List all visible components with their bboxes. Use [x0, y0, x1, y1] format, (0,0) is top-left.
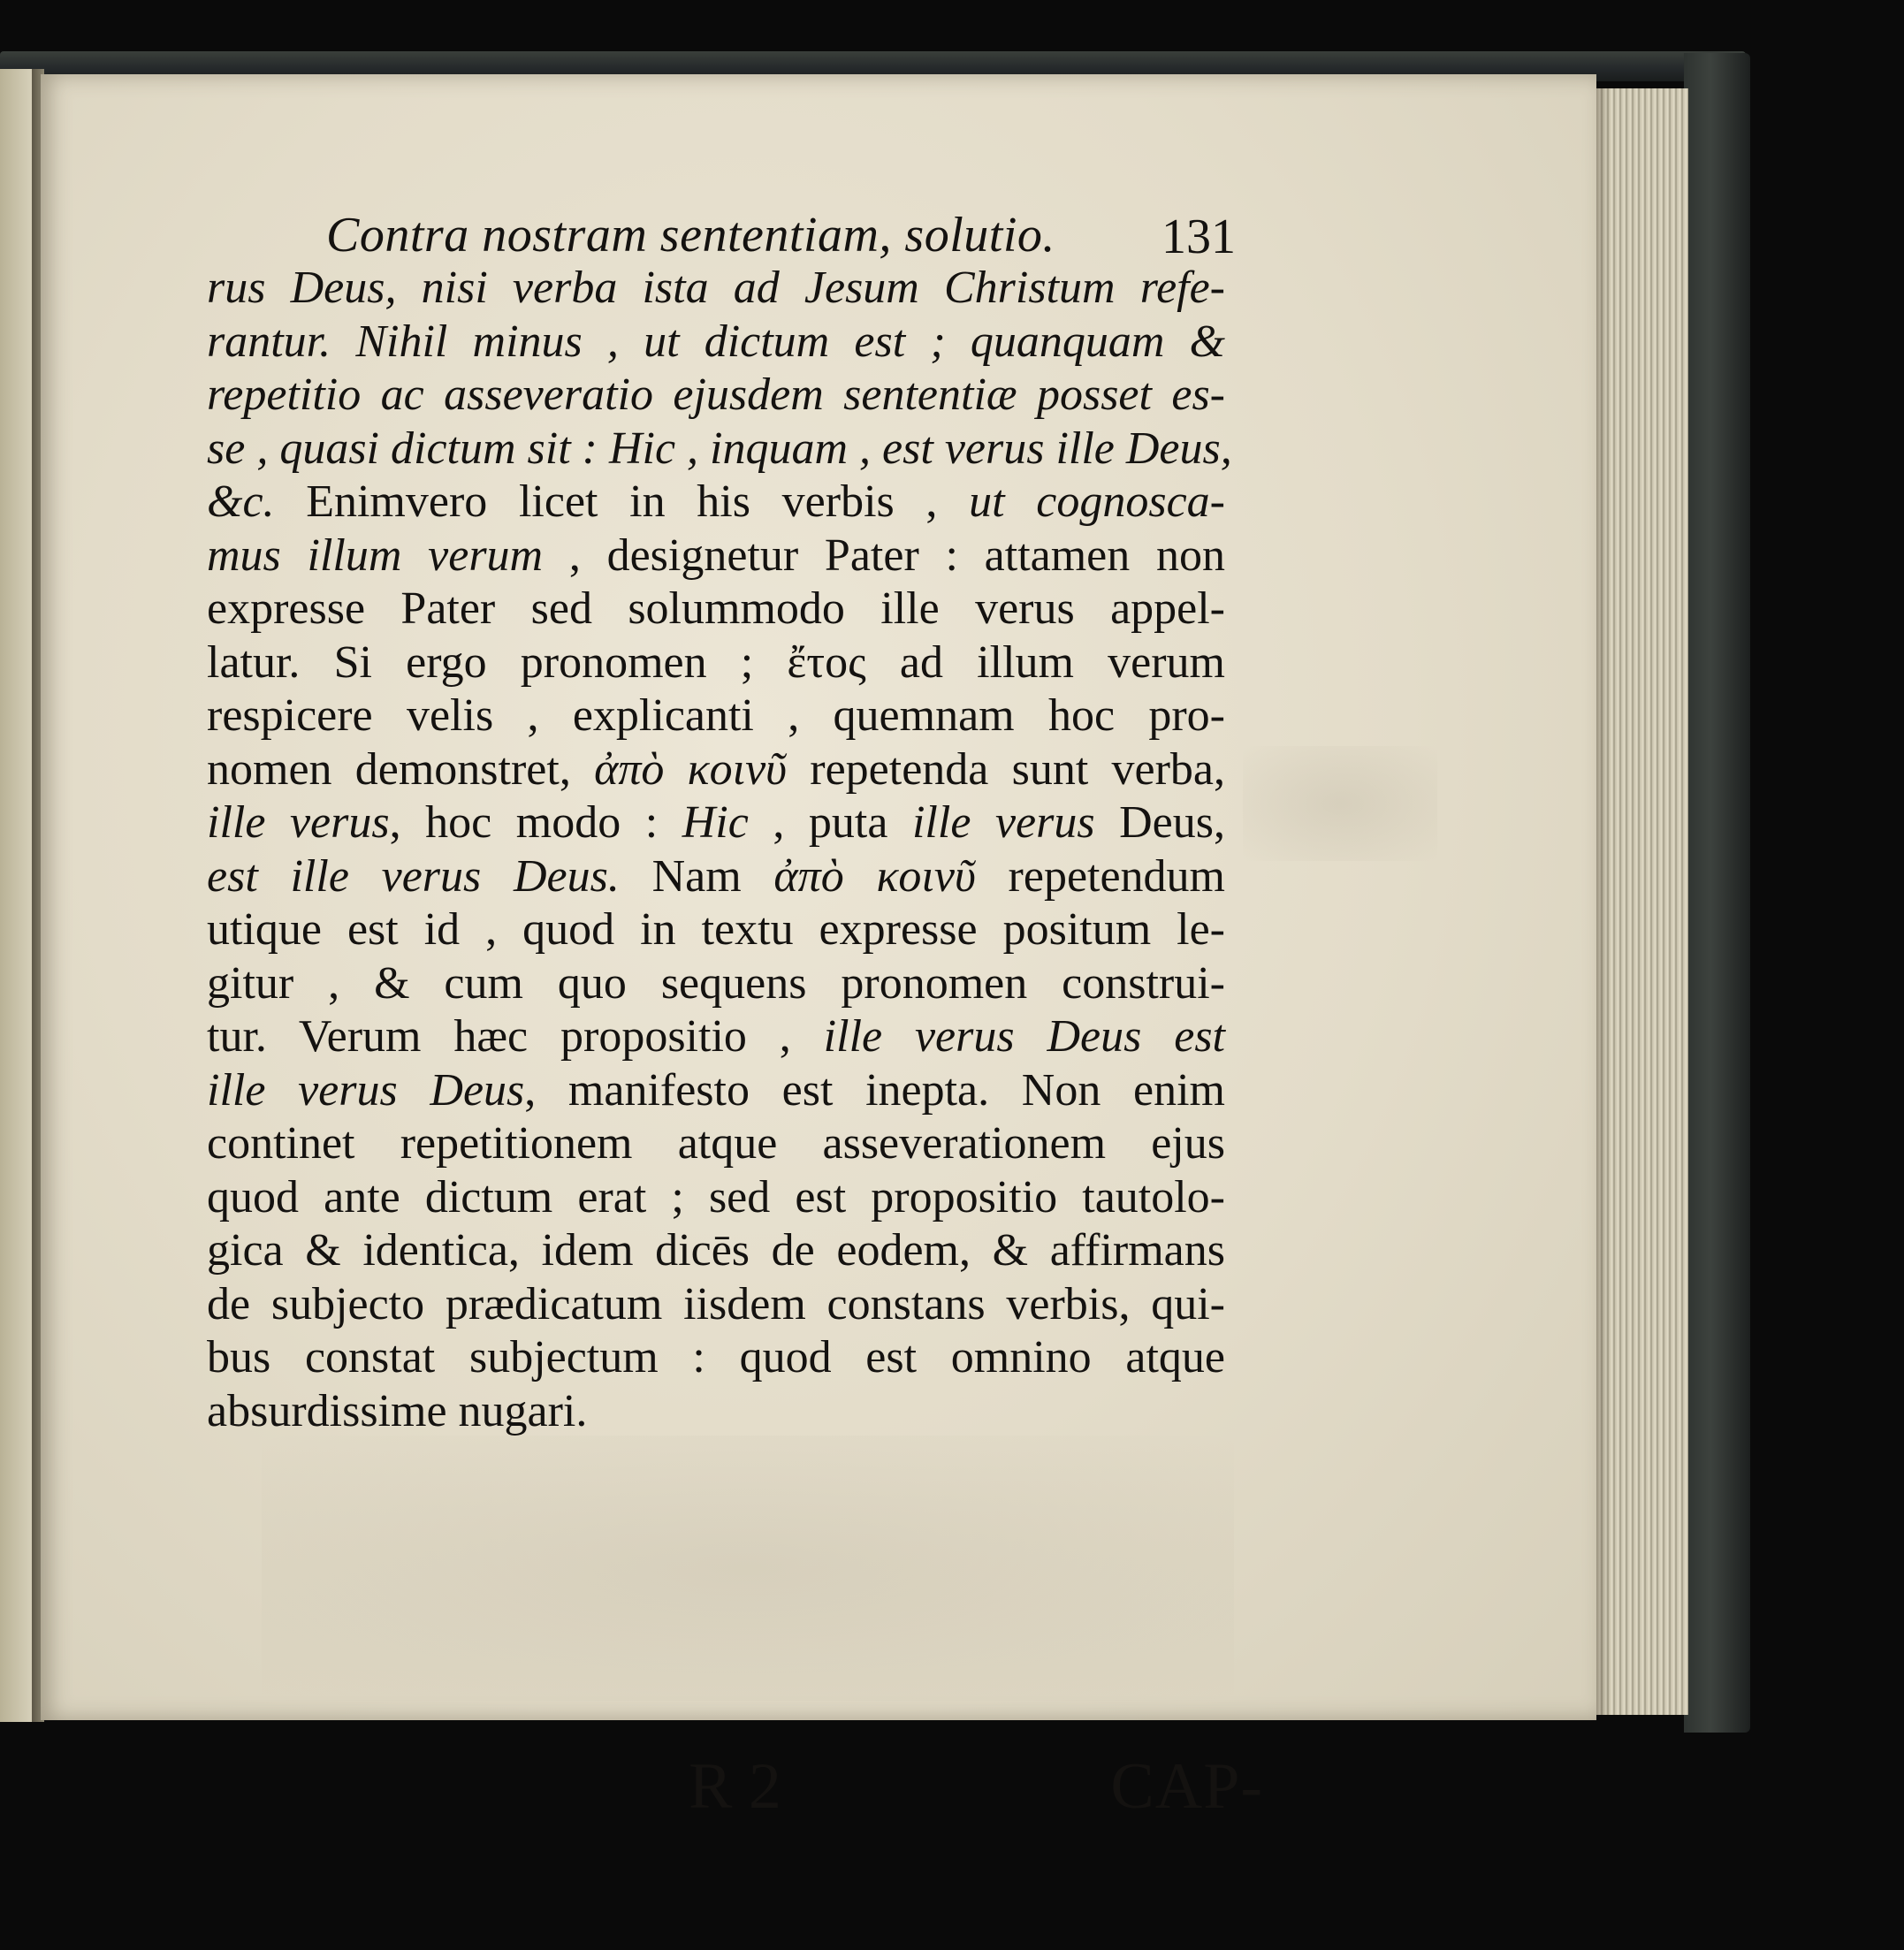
- text-segment: rus Deus, nisi verba ista ad Jesum Christum refe-: [207, 263, 1225, 313]
- text-segment: , designetur Pater : attamen non: [543, 529, 1225, 581]
- text-segment: Hic: [682, 797, 749, 848]
- text-line: [207, 796, 1225, 850]
- text-line: [207, 529, 1225, 583]
- text-segment: repetitio ac asseveratio ejusdem sententiæ posset es-: [207, 369, 1225, 420]
- text-block: [207, 207, 1263, 1823]
- text-line: [207, 1331, 1225, 1385]
- text-line: [207, 743, 1225, 797]
- text-line: [207, 316, 1225, 369]
- text-segment: mus illum verum: [207, 529, 544, 581]
- text-line: [207, 689, 1225, 743]
- text-segment: repetenda sunt verba,: [787, 743, 1226, 795]
- text-segment: rantur. Nihil minus , ut dictum est ; quanquam &: [207, 316, 1225, 367]
- text-segment: ille verus: [911, 797, 1095, 848]
- text-segment: de subjecto prædicatum iisdem constans verbis, qui-: [207, 1278, 1225, 1329]
- text-line: [207, 850, 1225, 904]
- book-binding-right: [1684, 53, 1750, 1733]
- text-line: [207, 1064, 1225, 1118]
- show-through-mark: [262, 1436, 1234, 1701]
- text-segment: se , quasi dictum sit : Hic , inquam , est verus ille Deus,: [207, 423, 1232, 474]
- page-number: 131: [1161, 209, 1236, 264]
- text-segment: &c.: [207, 476, 275, 527]
- text-segment: Enimvero licet in his verbis ,: [274, 476, 970, 527]
- text-segment: bus constat subjectum : quod est omnino atque: [207, 1332, 1225, 1383]
- text-line: [207, 423, 1232, 476]
- text-segment: repetendum: [975, 850, 1226, 902]
- text-segment: , puta: [748, 797, 912, 848]
- text-line: [207, 1010, 1225, 1064]
- text-segment: expresse Pater sed solummodo ille verus appel-: [207, 583, 1225, 634]
- text-line: [207, 476, 1225, 529]
- text-segment: ἀπὸ κοινῦ: [594, 743, 788, 795]
- text-line: [207, 1171, 1225, 1225]
- text-line: [207, 262, 1225, 316]
- text-segment: ille verus Deus est: [823, 1011, 1226, 1062]
- text-segment: Nam: [619, 850, 774, 902]
- text-segment: ille verus Deus: [207, 1064, 525, 1116]
- text-segment: ἀπὸ κοινῦ: [773, 850, 976, 902]
- catchword: CAP-: [1110, 1750, 1263, 1823]
- text-line: [207, 957, 1225, 1011]
- text-segment: absurdissime nugari.: [207, 1385, 588, 1436]
- printed-page: [41, 74, 1596, 1823]
- text-segment: nomen demonstret,: [207, 743, 595, 795]
- text-segment: , hoc modo :: [389, 797, 682, 848]
- body-text: [207, 262, 1232, 1438]
- text-segment: quod ante dictum erat ; sed est propositio tautolo-: [207, 1171, 1225, 1223]
- text-segment: gitur , & cum quo sequens pronomen construi-: [207, 957, 1225, 1009]
- text-line: [207, 369, 1225, 423]
- text-line: [207, 903, 1225, 957]
- text-line: [207, 1224, 1225, 1278]
- show-through-mark: [1243, 746, 1437, 861]
- text-line: [207, 636, 1225, 690]
- text-segment: gica & identica, idem dicēs de eodem, & affirmans: [207, 1225, 1225, 1276]
- signature-mark: R 2: [689, 1750, 781, 1823]
- text-segment: utique est id , quod in textu expresse positum le-: [207, 904, 1225, 955]
- text-segment: ut cognosca-: [969, 476, 1225, 527]
- running-head-title: Contra nostram sententiam, solutio.: [326, 208, 1055, 263]
- previous-page-edge: [0, 69, 35, 1722]
- text-line: [207, 583, 1225, 636]
- text-segment: tur. Verum hæc propositio ,: [207, 1011, 824, 1062]
- text-line: [207, 1278, 1225, 1332]
- text-segment: est ille verus Deus.: [207, 850, 620, 902]
- text-line: [207, 1385, 1225, 1439]
- page-footer: [207, 1749, 1263, 1829]
- text-segment: Deus,: [1094, 797, 1225, 848]
- text-segment: ille verus: [207, 797, 390, 848]
- text-segment: , manifesto est inepta. Non enim: [524, 1064, 1225, 1116]
- text-line: [207, 1117, 1225, 1171]
- text-segment: continet repetitionem atque asseverationem ejus: [207, 1118, 1225, 1169]
- text-segment: respicere velis , explicanti , quemnam hoc pro-: [207, 690, 1225, 741]
- text-segment: latur. Si ergo pronomen ; ἔτος ad illum verum: [207, 636, 1225, 688]
- running-head: [207, 207, 1236, 264]
